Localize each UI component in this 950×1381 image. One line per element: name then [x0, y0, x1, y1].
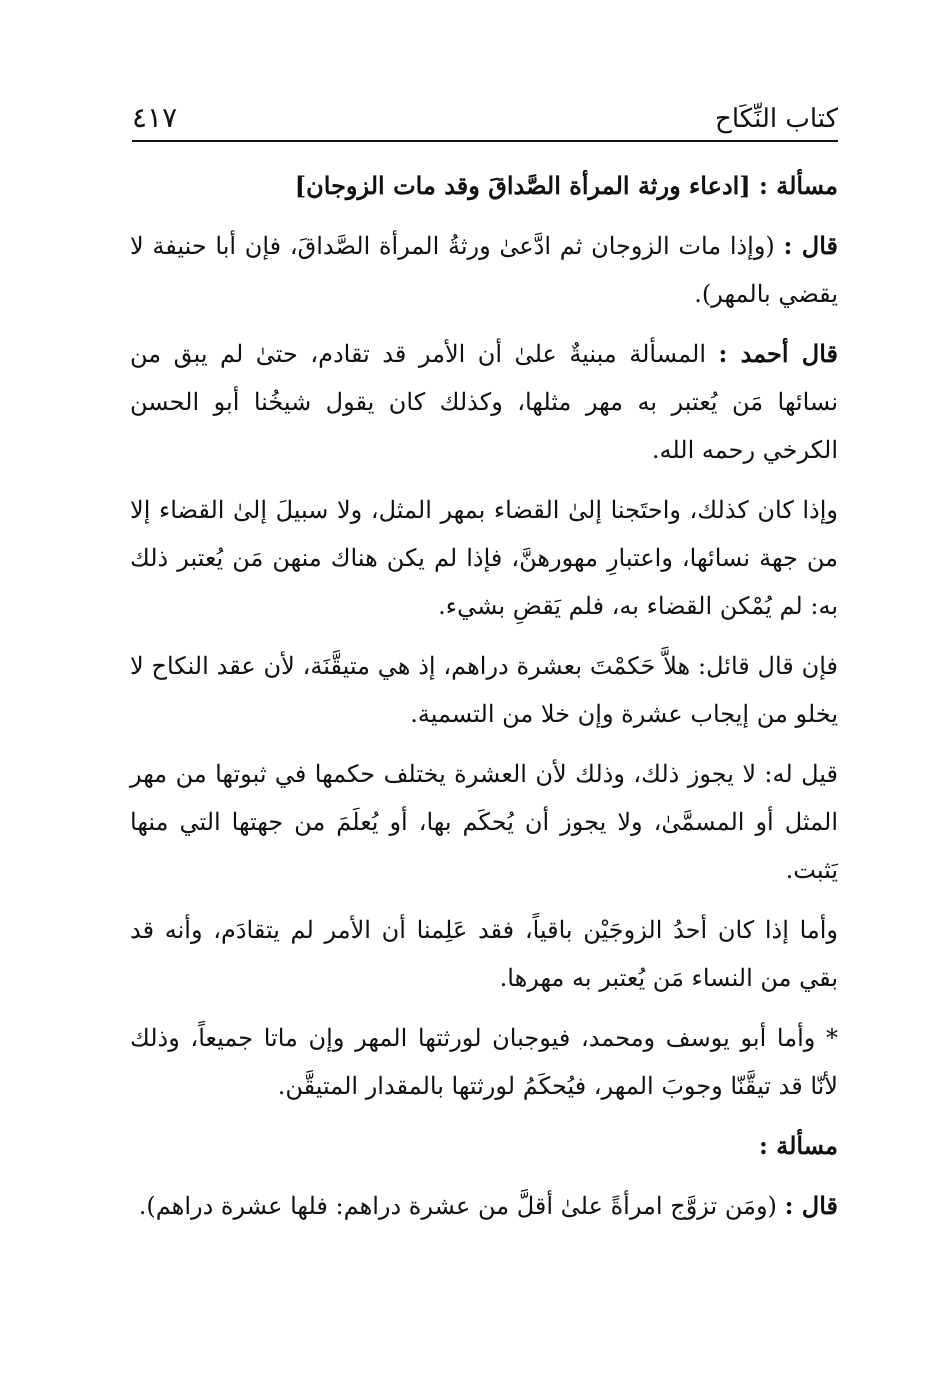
paragraph-5: قيل له: لا يجوز ذلك، وذلك لأن العشرة يختلف حكمها في ثبوتها من مهر المثل أو المسمَّىٰ، ولا يجوز أن يُحكَم بها، أو يُعلَمَ من جهتها التي منها يَثبت. [130, 760, 838, 884]
issue-title: [ادعاء ورثة المرأة الصَّداقَ وقد مات الزوجان] [294, 171, 751, 200]
paragraph-text: (ومَن تزوَّج امرأةً علىٰ أقلَّ من عشرة دراهم: فلها عشرة دراهم). [138, 1192, 777, 1220]
running-header [132, 88, 838, 142]
paragraph-1 [130, 222, 838, 318]
paragraph-7: * وأما أبو يوسف ومحمد، فيوجبان لورثتها المهر وإن ماتا جميعاً، وذلك لأنّا قد تيقَّنّا وجوبَ المهر، فيُحكَمُ لورثتها بالمقدار المتيقَّن. [130, 1024, 838, 1100]
paragraph-4: فإن قال قائل: هلاَّ حَكمْتَ بعشرة دراهم، إذ هي متيقَّنَة، لأن عقد النكاح لا يخلو من إيجاب عشرة وإن خلا من التسمية. [130, 652, 838, 728]
chapter-title: كتاب النِّكَاح [715, 104, 838, 134]
speaker-label: قال أحمد : [718, 339, 838, 368]
issue-label: مسألة : [759, 171, 838, 200]
paragraph-8 [130, 1182, 838, 1230]
speaker-label: قال : [784, 1191, 838, 1220]
issue-heading-1 [130, 162, 838, 210]
paragraph-3: وإذا كان كذلك، واحتَجنا إلىٰ القضاء بمهر المثل، ولا سبيلَ إلىٰ القضاء إلا من جهة نسائها، واعتبارِ مهورهنَّ، فإذا لم يكن هناك منهن مَن يُعتبر ذلك به: لم يُمْكن القضاء به، فلم يَقضِ بشيء. [130, 496, 838, 620]
page-number: ٤١٧ [132, 101, 178, 134]
speaker-label: قال : [783, 231, 839, 260]
paragraph-6: وأما إذا كان أحدُ الزوجَيْن باقياً، فقد عَلِمنا أن الأمر لم يتقادَم، وأنه قد بقي من النساء مَن يُعتبر به مهرها. [130, 916, 838, 992]
issue-heading-2: مسألة : [759, 1131, 838, 1160]
paragraph-2 [130, 330, 838, 474]
paragraph-text: (وإذا مات الزوجان ثم ادَّعىٰ ورثةُ المرأة الصَّداقَ، فإن أبا حنيفة لا يقضي بالمهر). [130, 232, 838, 308]
paragraph-text: المسألة مبنيةٌ علىٰ أن الأمر قد تقادم، حتىٰ لم يبق من نسائها مَن يُعتبر به مهر مثلها، وكذلك كان يقول شيخُنا أبو الحسن الكرخي رحمه الله. [130, 340, 838, 464]
page-body [130, 162, 838, 1242]
